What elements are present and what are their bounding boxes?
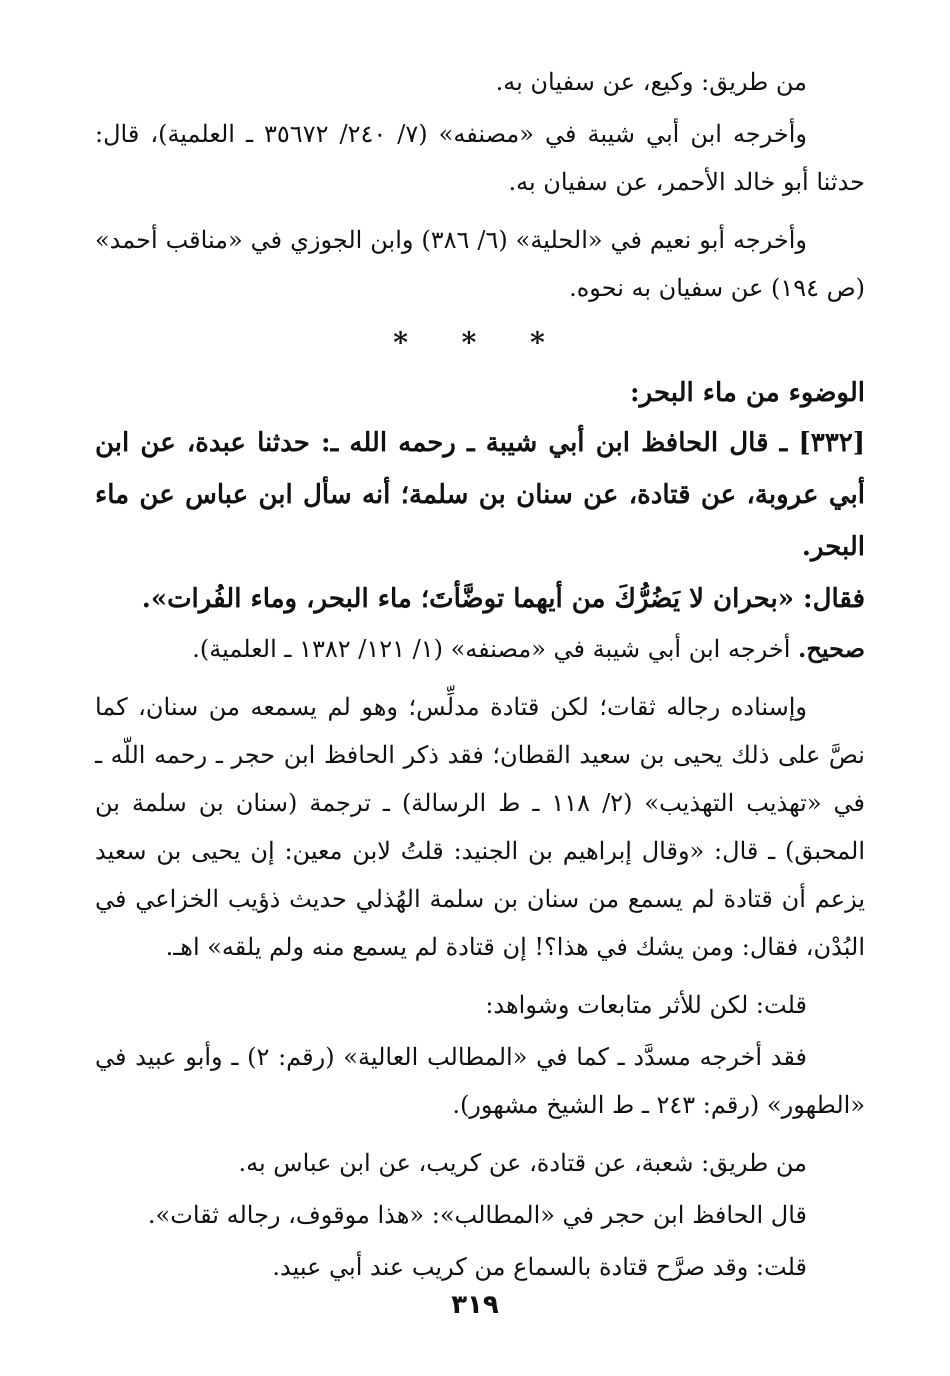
paragraph-isnad-analysis: وإسناده رجاله ثقات؛ لكن قتادة مدلِّس؛ وهو لم يسمعه من سنان، كما نصَّ على ذلك يحيى بن سعيد القطان؛ فقد ذكر الحافظ ابن حجر ـ رحمه اللّه ـ في «تهذيب التهذيب» (٢/ ١١٨ ـ ط الرسالة) ـ ترجمة (سنان بن سلمة بن المحبق) ـ قال: «وقال إبراهيم بن الجنيد: قلتُ لابن معين: إن يحيى بن سعيد يزعم أن قتادة لم يسمع من سنان بن سلمة الهُذلي حديث ذؤيب الخزاعي في البُدْن، فقال: ومن يشك في هذا؟! إن قتادة لم يسمع منه ولم يلقه» اهـ.: [95, 693, 866, 961]
hadith-text: [٣٣٢] ـ قال الحافظ ابن أبي شيبة ـ رحمه الله ـ: حدثنا عبدة، عن ابن أبي عروبة، عن قتادة، عن سنان بن سلمة؛ أنه سأل ابن عباس عن ماء البحر.: [95, 428, 865, 562]
paragraph-chain: من طريق: وكيع، عن سفيان به.: [495, 68, 807, 96]
paragraph-final-note: قلت: وقد صرَّح قتادة بالسماع من كريب عند أبي عبيد.: [272, 1253, 807, 1281]
section-heading: الوضوء من ماء البحر:: [630, 378, 865, 408]
grading-text: أخرجه ابن أبي شيبة في «مصنفه» (١/ ١٢١/ ١٣٨٢ ـ العلمية).: [192, 635, 799, 663]
paragraph-abu-nuaym-source: وأخرجه أبو نعيم في «الحلية» (٦/ ٣٨٦) وابن الجوزي في «مناقب أحمد» (ص ١٩٤) عن سفيان به نحوه.: [95, 226, 865, 302]
paragraph-ibn-hajar-comment: قال الحافظ ابن حجر في «المطالب»: «هذا موقوف، رجاله ثقات».: [147, 1201, 807, 1229]
paragraph-ibn-abi-shaybah-source: وأخرجه ابن أبي شيبة في «مصنفه» (٧/ ٢٤٠/ ٣٥٦٧٢ ـ العلمية)، قال: حدثنا أبو خالد الأحمر، عن سفيان به.: [95, 120, 865, 196]
paragraph-musaddad-source: فقد أخرجه مسدَّد ـ كما في «المطالب العالية» (رقم: ٢) ـ وأبو عبيد في «الطهور» (رقم: ٢٤٣ ـ ط الشيخ مشهور).: [95, 1043, 865, 1119]
grading-paragraph: [95, 625, 865, 673]
paragraph-supporting-note: قلت: لكن للأثر متابعات وشواهد:: [485, 991, 807, 1019]
paragraph-shubah-chain: من طريق: شعبة، عن قتادة، عن كريب، عن ابن عباس به.: [238, 1149, 807, 1177]
hadith-answer: فقال: «بحران لا يَضُرُّكَ من أيهما توضَّأتَ؛ ماء البحر، وماء الفُرات».: [141, 584, 865, 614]
grading-label: صحيح.: [798, 634, 865, 663]
page-number: ٣١٩: [451, 1290, 499, 1320]
page-body: [95, 58, 865, 1291]
section-separator: * * *: [393, 326, 567, 359]
